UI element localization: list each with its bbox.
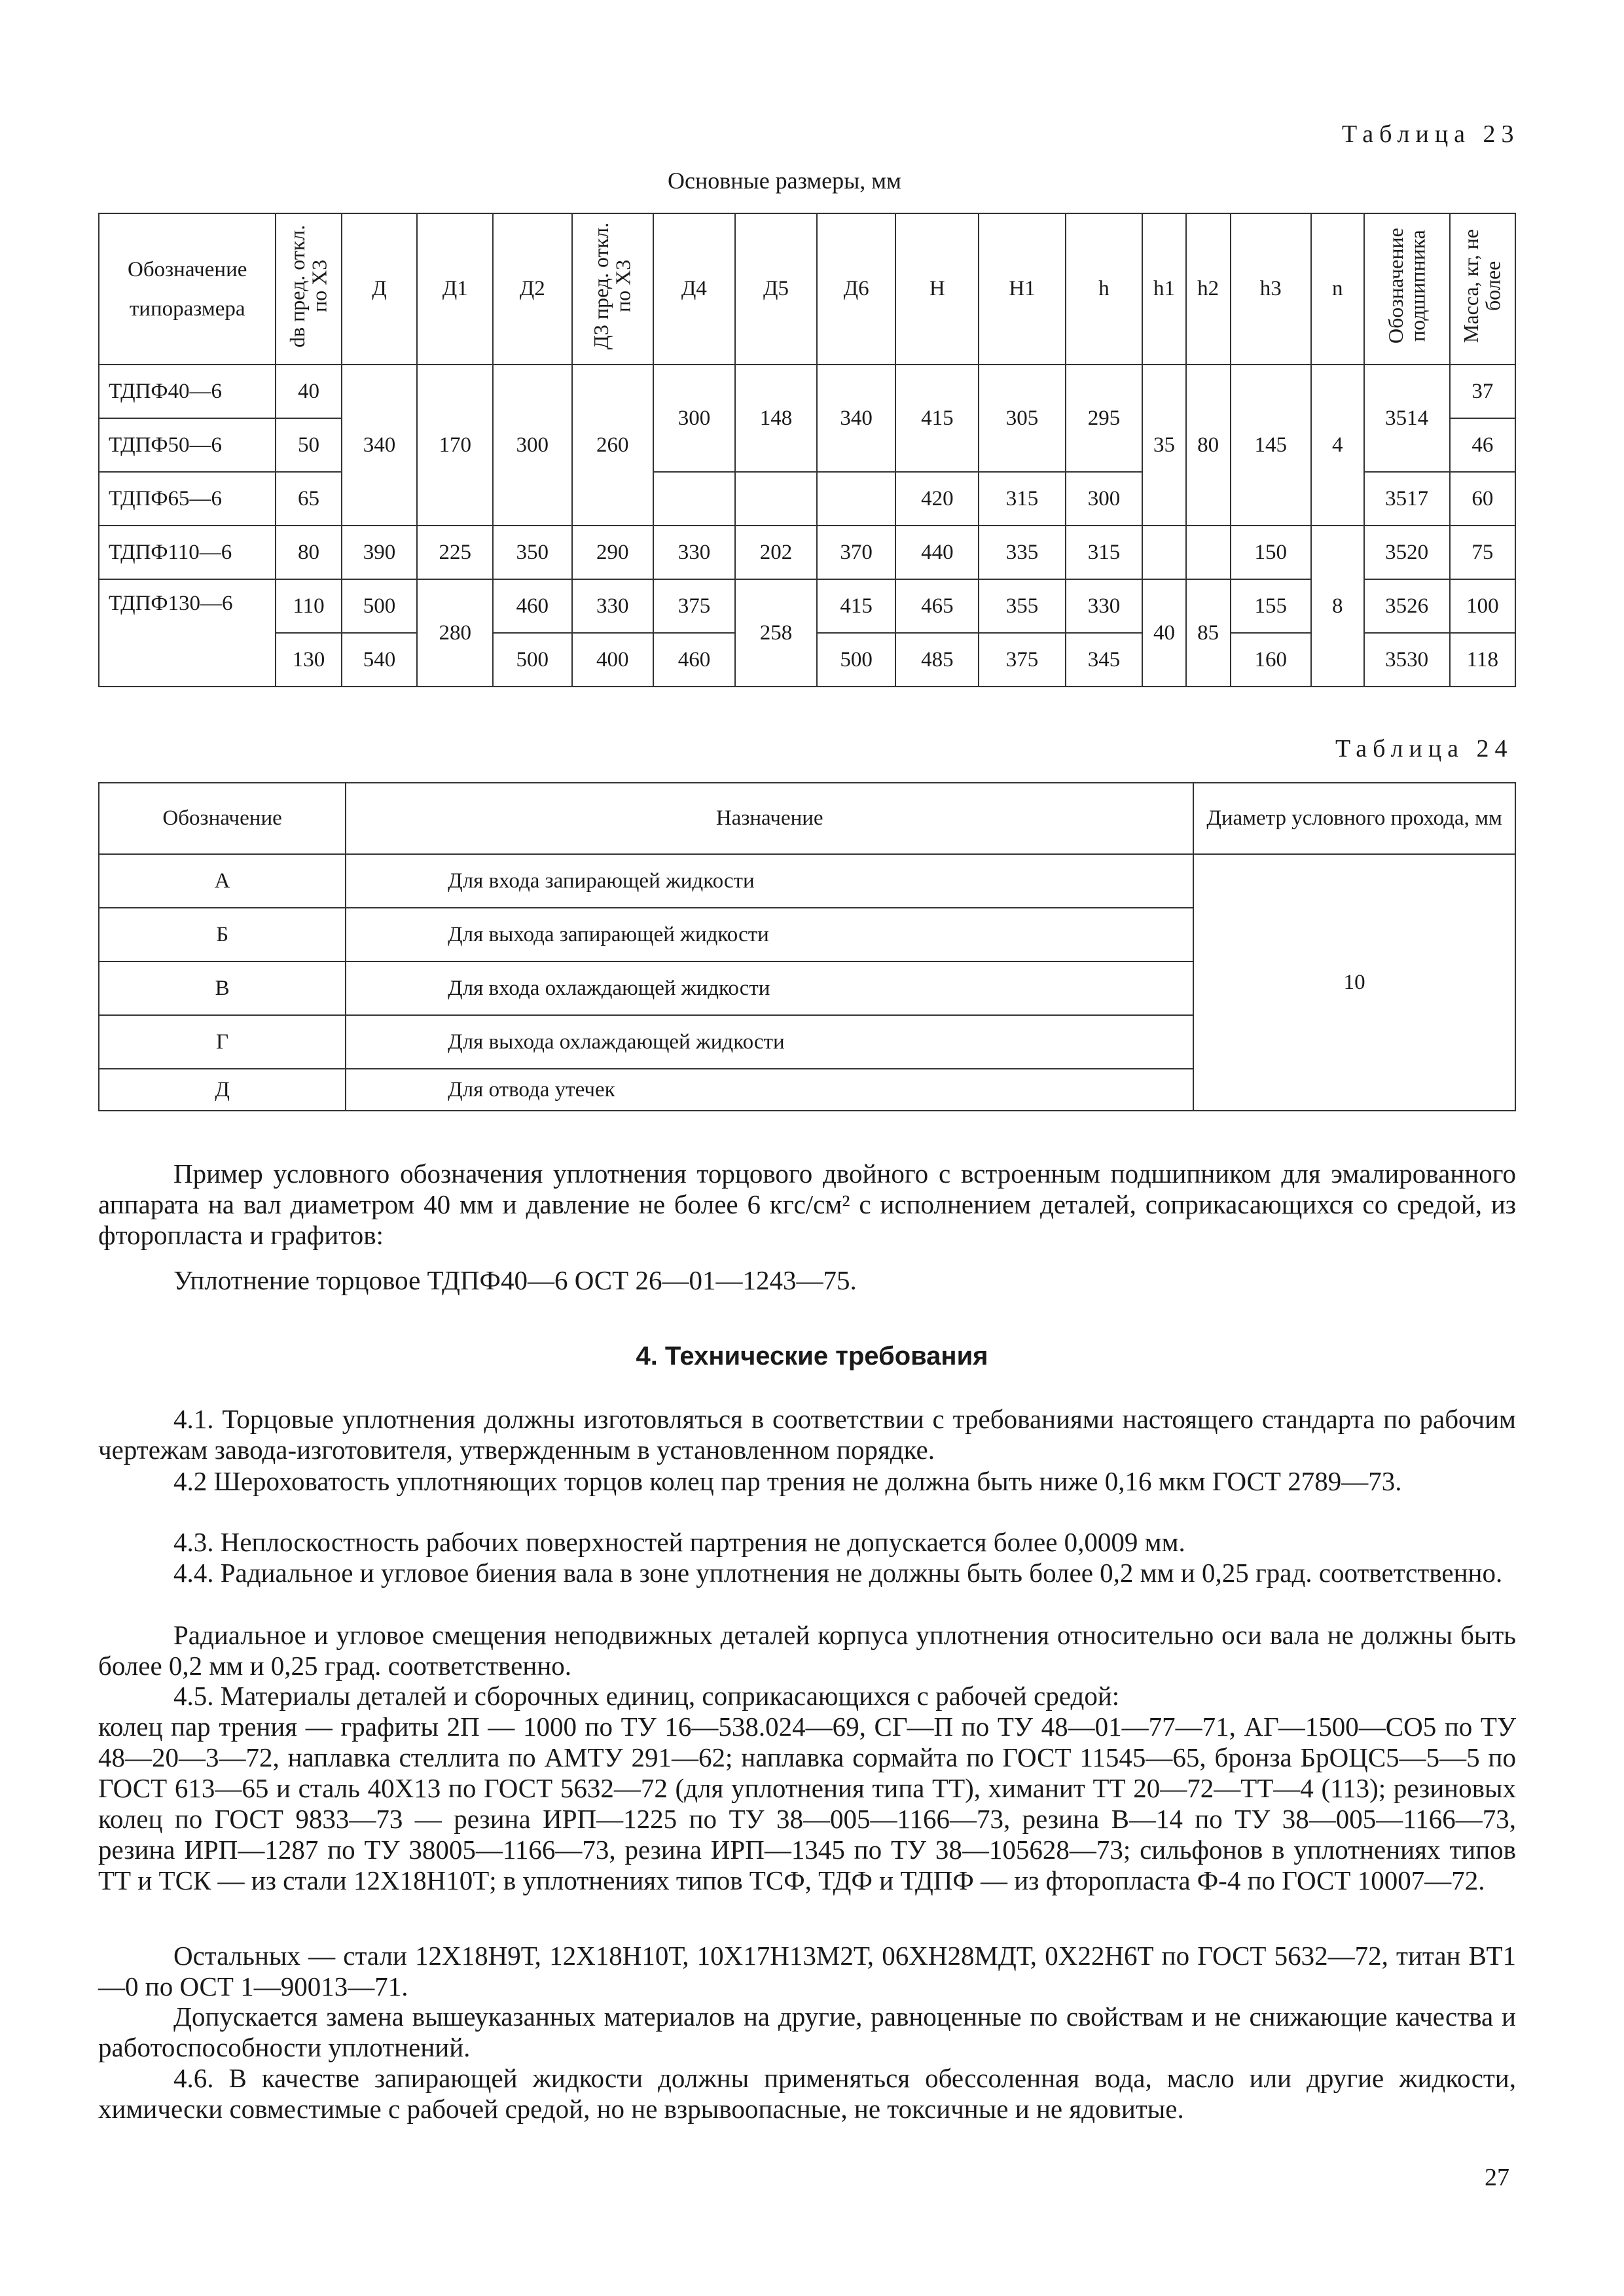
clause-4-3: 4.3. Неплоскостность рабочих поверхностей партрения не допускается более 0,0009 мм.: [173, 1527, 1185, 1557]
table23-cell: 460: [653, 633, 735, 687]
table23-header-D3: Д3 пред. откл. по X3: [589, 222, 635, 350]
table23-cell: 170: [417, 365, 493, 526]
table23-cell: 35: [1142, 365, 1185, 526]
table-24: [98, 782, 1516, 1111]
table23-header-n: n: [1311, 213, 1364, 365]
table23-cell: 3530: [1364, 633, 1450, 687]
section-heading: 4. Технические требования: [636, 1342, 988, 1371]
table23-header-D5: Д5: [735, 213, 817, 365]
table23-cell: 300: [493, 365, 571, 526]
clause-4-5-replacement: Допускается замена вышеуказанных материалов на другие, равноценные по свойствам и не снижающие качества и работоспособности уплотнений.: [98, 2001, 1516, 2062]
table23-cell: 118: [1450, 633, 1515, 687]
table23-cell: 500: [342, 579, 418, 633]
clause-4-4: 4.4. Радиальное и угловое биения вала в зоне уплотнения не должны быть более 0,2 мм и 0,25 град. соответственно.: [173, 1558, 1503, 1588]
table23-cell: [1186, 526, 1231, 579]
table23-cell: 258: [735, 579, 817, 687]
table23-cell: 50: [276, 418, 341, 472]
table23-cell: 295: [1066, 365, 1143, 472]
table23-cell: 80: [276, 526, 341, 579]
table23-cell: 340: [342, 365, 418, 526]
table23-caption: Таблица 23: [1342, 120, 1520, 148]
table24-purpose: Для входа запирающей жидкости: [346, 854, 1193, 908]
table23-cell: 150: [1231, 526, 1311, 579]
table23-cell: 465: [895, 579, 979, 633]
table23-cell: 46: [1450, 418, 1515, 472]
table23-cell: ТДПФ110—6: [99, 526, 276, 579]
table23-cell: ТДПФ40—6: [99, 365, 276, 418]
table23-cell: [653, 472, 735, 526]
table-23: [98, 213, 1516, 687]
table23-cell: 290: [572, 526, 653, 579]
table23-cell: 160: [1231, 633, 1311, 687]
table23-cell: 370: [817, 526, 895, 579]
table-row: [99, 854, 1515, 908]
table23-cell: 305: [979, 365, 1065, 472]
table24-caption: Таблица 24: [1335, 735, 1513, 762]
table23-cell: 130: [276, 633, 341, 687]
table23-cell: 148: [735, 365, 817, 472]
table23-header-h3: h3: [1231, 213, 1311, 365]
table23-cell: 155: [1231, 579, 1311, 633]
table24-code: В: [99, 961, 346, 1015]
table24-header-purpose: Назначение: [346, 783, 1193, 854]
table24-purpose: Для отвода утечек: [346, 1069, 1193, 1111]
clause-4-4-b: Радиальное и угловое смещения неподвижных деталей корпуса уплотнения относительно оси вала не должны быть более 0,2 мм и 0,25 град. соответственно.: [98, 1620, 1516, 1681]
table23-cell: 300: [653, 365, 735, 472]
example-designation: Уплотнение торцовое ТДПФ40—6 ОСТ 26—01—1243—75.: [173, 1265, 857, 1295]
table23-cell: 75: [1450, 526, 1515, 579]
table23-cell: 400: [572, 633, 653, 687]
table24-purpose: Для входа охлаждающей жидкости: [346, 961, 1193, 1015]
table23-cell: [735, 472, 817, 526]
clause-4-2: 4.2 Шероховатость уплотняющих торцов колец пар трения не должна быть ниже 0,16 мкм ГОСТ 2789—73.: [173, 1466, 1402, 1496]
clause-4-5: 4.5. Материалы деталей и сборочных единиц, соприкасающихся с рабочей средой:: [173, 1681, 1120, 1711]
table23-cell: ТДПФ50—6: [99, 418, 276, 472]
table23-cell: 3526: [1364, 579, 1450, 633]
table-row: [99, 526, 1515, 579]
table24-code: Г: [99, 1015, 346, 1069]
table23-cell: 85: [1186, 579, 1231, 687]
table23-cell: 390: [342, 526, 418, 579]
table23-cell: 40: [276, 365, 341, 418]
table23-cell: 460: [493, 579, 571, 633]
table23-cell: 4: [1311, 365, 1364, 526]
table23-header-h1: h1: [1142, 213, 1185, 365]
table23-cell: 420: [895, 472, 979, 526]
table23-cell: 375: [979, 633, 1065, 687]
table23-header-H1: Н1: [979, 213, 1065, 365]
table23-cell: 335: [979, 526, 1065, 579]
table24-code: А: [99, 854, 346, 908]
table23-cell: 315: [979, 472, 1065, 526]
table24-header-diameter: Диаметр условного прохода, мм: [1193, 783, 1515, 854]
table24-purpose: Для выхода охлаждающей жидкости: [346, 1015, 1193, 1069]
table23-cell: 500: [493, 633, 571, 687]
table23-cell: 485: [895, 633, 979, 687]
table23-cell: 145: [1231, 365, 1311, 526]
table24-header-row: [99, 783, 1515, 854]
example-paragraph: Пример условного обозначения уплотнения торцового двойного с встроенным подшипником для эмалированного аппарата на вал диаметром 40 мм и давление не более 6 кгс/см² с исполнением деталей, соприкасающихся со средой, из фторопласта и графитов:: [98, 1158, 1516, 1250]
table23-cell: 540: [342, 633, 418, 687]
table24-header-code: Обозначение: [99, 783, 346, 854]
table23-header-D2: Д2: [493, 213, 571, 365]
table23-cell: 3520: [1364, 526, 1450, 579]
page-number: 27: [1485, 2164, 1509, 2191]
table23-cell: 3517: [1364, 472, 1450, 526]
table23-cell: ТДПФ65—6: [99, 472, 276, 526]
table23-cell: [1142, 526, 1185, 579]
table23-cell: 330: [653, 526, 735, 579]
table23-header-dv: dв пред. откл. по X3: [285, 224, 331, 348]
clause-4-5-materials: колец пар трения — графиты 2П — 1000 по ТУ 16—538.024—69, СГ—П по ТУ 48—01—77—71, АГ—1500—СО5 по ТУ 48—20—3—72, наплавка стеллита по АМТУ 291—62; наплавка сормайта по ГОСТ 11545—65, бронза БрОЦС5—5—5 по ГОСТ 613—65 и сталь 40Х13 по ГОСТ 5632—72 (для уплотнения типа ТТ), химанит ТТ 20—72—ТТ—4 (113); резиновых колец по ГОСТ 9833—73 — резина ИРП—1225 по ТУ 38—005—1166—73, резина В—14 по ТУ 38—005—1166—73, резина ИРП—1287 по ТУ 38005—1166—73, резина ИРП—1345 по ТУ 38—105628—73; сильфонов в уплотнениях типов ТТ и ТСК — из стали 12Х18Н10Т; в уплотнениях типов ТСФ, ТДФ и ТДПФ — из фторопласта Ф-4 по ГОСТ 10007—72.: [98, 1712, 1516, 1895]
table23-header-H: Н: [895, 213, 979, 365]
table23-cell: 375: [653, 579, 735, 633]
table23-cell: 225: [417, 526, 493, 579]
table23-header-D4: Д4: [653, 213, 735, 365]
table23-cell: 300: [1066, 472, 1143, 526]
table23-cell: 110: [276, 579, 341, 633]
table-row: [99, 579, 1515, 633]
table23-header-D1: Д1: [417, 213, 493, 365]
table23-cell: 315: [1066, 526, 1143, 579]
table23-header-D: Д: [342, 213, 418, 365]
table23-cell: 80: [1186, 365, 1231, 526]
table23-cell: 100: [1450, 579, 1515, 633]
table23-cell: 202: [735, 526, 817, 579]
table23-cell: 3514: [1364, 365, 1450, 472]
table23-header-designation: Обозначение типоразмера: [99, 213, 276, 365]
table23-cell: 280: [417, 579, 493, 687]
table23-header-row: [99, 213, 1515, 365]
table23-header-D6: Д6: [817, 213, 895, 365]
table-row: [99, 365, 1515, 418]
table23-cell: 340: [817, 365, 895, 472]
table23-header-h2: h2: [1186, 213, 1231, 365]
table24-code: Б: [99, 908, 346, 961]
table23-cell: 345: [1066, 633, 1143, 687]
table23-header-bearing: Обозначение подшипника: [1383, 228, 1430, 344]
table23-cell: 355: [979, 579, 1065, 633]
table23-cell: 415: [817, 579, 895, 633]
table23-cell: ТДПФ130—6: [99, 579, 276, 687]
table23-cell: 8: [1311, 526, 1364, 687]
table23-cell: [817, 472, 895, 526]
table23-cell: 330: [572, 579, 653, 633]
table23-cell: 60: [1450, 472, 1515, 526]
clause-4-1: 4.1. Торцовые уплотнения должны изготовляться в соответствии с требованиями настоящего стандарта по рабочим чертежам завода-изготовителя, утвержденным в установленном порядке.: [98, 1404, 1516, 1465]
table23-cell: 415: [895, 365, 979, 472]
table23-subtitle: Основные размеры, мм: [668, 168, 901, 194]
table23-header-h: h: [1066, 213, 1143, 365]
table23-header-mass: Масса, кг, не более: [1459, 228, 1505, 344]
table23-cell: 350: [493, 526, 571, 579]
clause-4-6: 4.6. В качестве запирающей жидкости должны применяться обессоленная вода, масло или другие жидкости, химически совместимые с рабочей средой, но не взрывоопасные, не токсичные и не ядовитые.: [98, 2063, 1516, 2124]
table24-code: Д: [99, 1069, 346, 1111]
table24-diameter: 10: [1193, 854, 1515, 1111]
table24-purpose: Для выхода запирающей жидкости: [346, 908, 1193, 961]
table23-cell: 500: [817, 633, 895, 687]
table23-cell: 40: [1142, 579, 1185, 687]
table23-cell: 260: [572, 365, 653, 526]
table23-cell: 37: [1450, 365, 1515, 418]
clause-4-5-other: Остальных — стали 12Х18Н9Т, 12Х18Н10Т, 10Х17Н13М2Т, 06ХН28МДТ, 0Х22Н6Т по ГОСТ 5632—72, титан ВТ1—0 по ОСТ 1—90013—71.: [98, 1941, 1516, 2001]
table23-cell: 65: [276, 472, 341, 526]
table23-cell: 440: [895, 526, 979, 579]
table23-cell: 330: [1066, 579, 1143, 633]
